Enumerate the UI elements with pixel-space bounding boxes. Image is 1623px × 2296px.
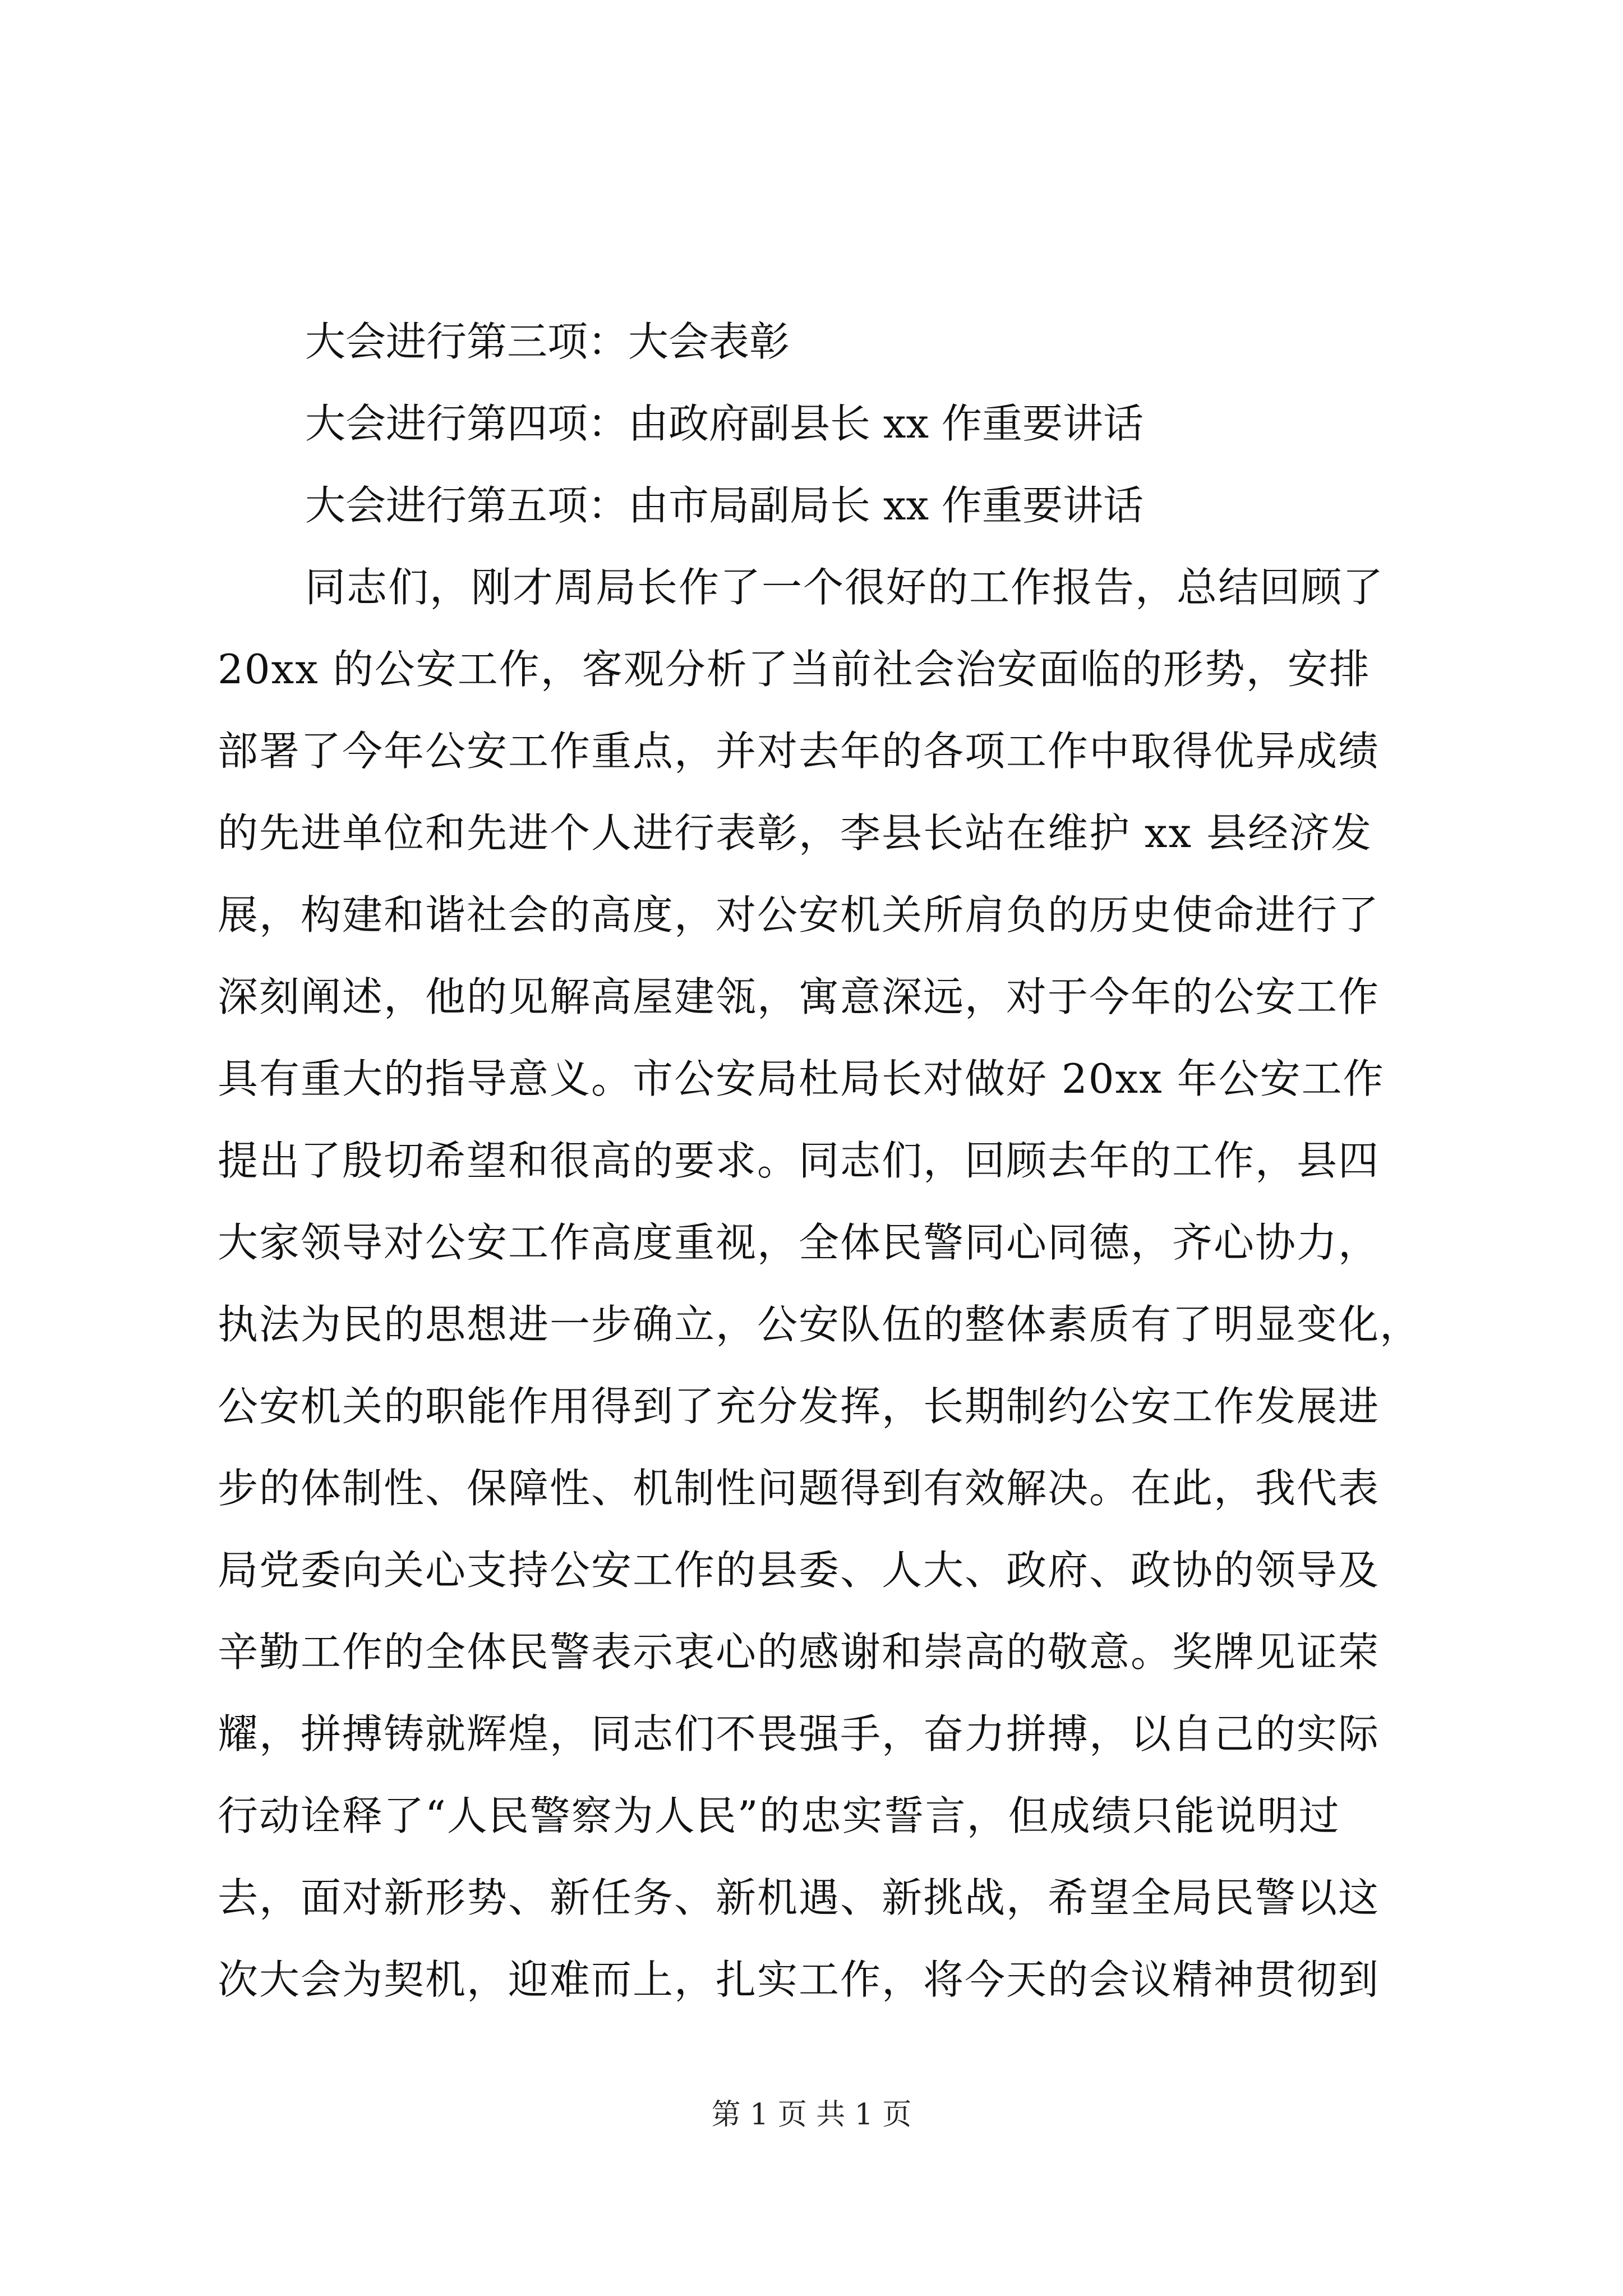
paragraph-line: 20xx 的公安工作，客观分析了当前社会治安面临的形势，安排 bbox=[218, 646, 1371, 693]
paragraph-line: 步的体制性、保障性、机制性问题得到有效解决。在此，我代表 bbox=[218, 1465, 1380, 1512]
paragraph-line: 次大会为契机，迎难而上，扎实工作，将今天的会议精神贯彻到 bbox=[218, 1956, 1380, 2003]
agenda-list bbox=[218, 301, 1429, 546]
agenda-item-3: 大会进行第三项：大会表彰 bbox=[305, 318, 790, 365]
agenda-item-4: 大会进行第四项：由政府副县长 xx 作重要讲话 bbox=[305, 400, 1144, 447]
paragraph-line: 深刻阐述，他的见解高屋建瓴，寓意深远，对于今年的公安工作 bbox=[218, 973, 1380, 1020]
page-footer: 第 1 页 共 1 页 bbox=[711, 2098, 912, 2132]
paragraph-line: 辛勤工作的全体民警表示衷心的感谢和崇高的敬意。奖牌见证荣 bbox=[218, 1628, 1380, 1676]
paragraph-line: 去，面对新形势、新任务、新机遇、新挑战，希望全局民警以这 bbox=[218, 1874, 1380, 1921]
paragraph-line: 局党委向关心支持公安工作的县委、人大、政府、政协的领导及 bbox=[218, 1547, 1380, 1594]
paragraph-line: 耀，拼搏铸就辉煌，同志们不畏强手，奋力拼搏，以自己的实际 bbox=[218, 1710, 1380, 1757]
paragraph-line: 提出了殷切希望和很高的要求。同志们，回顾去年的工作，县四 bbox=[218, 1137, 1380, 1184]
paragraph-line: 部署了今年公安工作重点，并对去年的各项工作中取得优异成绩 bbox=[218, 728, 1380, 775]
speech-paragraph bbox=[218, 546, 1432, 2021]
paragraph-line: 的先进单位和先进个人进行表彰，李县长站在维护 xx 县经济发 bbox=[218, 809, 1372, 857]
paragraph-line: 执法为民的思想进一步确立，公安队伍的整体素质有了明显变化， bbox=[218, 1301, 1422, 1348]
paragraph-line: 行动诠释了“人民警察为人民”的忠实誓言，但成绩只能说明过 bbox=[218, 1792, 1340, 1839]
paragraph-line: 公安机关的职能作用得到了充分发挥，长期制约公安工作发展进 bbox=[218, 1383, 1380, 1430]
paragraph-line: 大家领导对公安工作高度重视，全体民警同心同德，齐心协力， bbox=[218, 1219, 1380, 1266]
paragraph-line: 同志们，刚才周局长作了一个很好的工作报告，总结回顾了 bbox=[305, 564, 1385, 611]
paragraph-line: 具有重大的指导意义。市公安局杜局长对做好 20xx 年公安工作 bbox=[218, 1055, 1385, 1102]
paragraph-line: 展，构建和谐社会的高度，对公安机关所肩负的历史使命进行了 bbox=[218, 891, 1380, 938]
agenda-item-5: 大会进行第五项：由市局副局长 xx 作重要讲话 bbox=[305, 482, 1144, 529]
